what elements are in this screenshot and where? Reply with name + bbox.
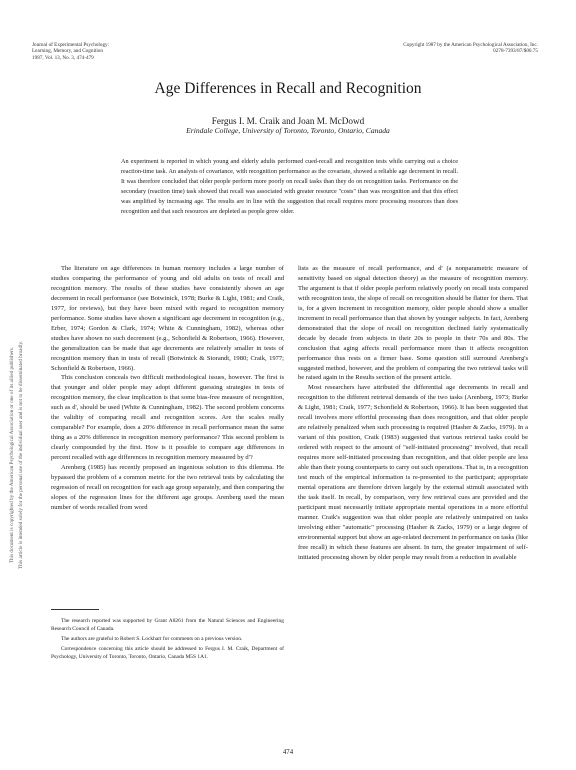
footnote-grant: The research reported was supported by Grant A8261 from the Natural Sciences and Engineering Research Council of Canada. <box>51 618 284 633</box>
article-authors: Fergus I. M. Craik and Joan M. McDowd <box>211 116 365 126</box>
footnote-acknowledgment: The authors are grateful to Robert S. Lockhart for comments on a previous version. <box>61 636 243 643</box>
journal-volume-line: 1987, Vol. 13, No. 3, 474-479 <box>32 54 94 61</box>
side-notice-line-1: This document is copyrighted by the American Psychological Association or one of its allied publishers. <box>9 346 15 564</box>
abstract: An experiment is reported in which young and elderly adults performed cued-recall and recognition tests while carrying out a choice reaction-time task. An analysis of covariance, with recognition performance as the covariate, showed a reliable age decrement in recall. It was therefore concluded that older people perform more poorly on recall tasks than they do on recognition tasks. Performance on the secondary (reaction time) task showed that recall was associated with greater resource "costs" than was recognition and that this effect was amplified by increasing age. The results are in line with the suggestion that recall requires more processing resources than does recognition and that such resources are depleted as people grow older. <box>121 158 458 215</box>
copyright-side-notice <box>8 240 34 670</box>
issn-line: 0278-7393/87/$00.75 <box>493 48 538 55</box>
body-paragraph: Arenberg (1985) has recently proposed an ingenious solution to this dilemma. He bypassed the problem of a common metric for the two retrieval tests by calculating the regression of recall on recognition for each age group separately, and then comparing the slopes of the regression lines for the different age groups. Arenberg used the mean number of words recalled from word <box>51 464 284 511</box>
author-affiliation: Erindale College, University of Toronto, Toronto, Ontario, Canada <box>186 126 390 135</box>
side-notice-line-2: This article is intended solely for the personal use of the individual user and is not to be disseminated broadly. <box>17 340 24 570</box>
body-paragraph: The literature on age differences in human memory includes a large number of studies comparing the performance of young and old adults on tests of recall and recognition memory. The results of these studies have consistently shown an age decrement in recall performance (see Botwinick, 1978; Burke & Light, 1981; and Craik, 1977, for reviews), but they have been mixed with regard to recognition memory performance. Some studies have shown a significant age decrement in recognition (e.g., Erber, 1974; Gordon & Clark, 1974; White & Cunningham, 1982), whereas other studies have shown no such decrement (e.g., Schonfield & Robertson, 1966). However, the generalization can be made that age decrements are relatively smaller in tests of recognition memory than in tests of recall (Botwinick & Storandt, 1980; Craik, 1977; Schonfield & Robertson, 1966). <box>51 265 284 372</box>
copyright-line: Copyright 1987 by the American Psychological Association, Inc. <box>403 42 538 48</box>
copyright-header <box>318 42 538 55</box>
body-paragraph: lists as the measure of recall performance, and d' (a nonparametric measure of sensitivity based on signal detection theory) as the measure of recognition memory. The argument is that if older people perform relatively poorly on recall tests compared with recognition tests, the slope of recall on recognition should be flatter for them. That is, for a given increment in recognition memory, older people should show a smaller increment in recall performance than that shown by younger subjects. In fact, Arenberg demonstrated that the slope of recall on recognition declined fairly systematically decade by decade from subjects in their 20s to people in their 70s and 80s. The conclusion that aging affects recall performance more than it affects recognition performance thus rests on a firmer base. Some question still surround Arenberg's suggested method, however, and the problem of comparing the two retrieval tasks will be raised again in the Results section of the present article. <box>298 265 528 382</box>
body-paragraph: This conclusion conceals two difficult methodological issues, however. The first is that younger and older people may adopt different guessing strategies in tests of recognition memory, the clear implication is that some bias-free measure of recognition, such as d', should be used (White & Cunningham, 1982). The second problem concerns the validity of comparing recall and recognition scores. Are the scales really comparable? For example, does a 20% difference in recall performance mean the same thing as a 20% difference in recognition memory performance? This second problem is clearly compounded by the first. How is it possible to compare age differences in percent recalled with age differences in recognition memory measured by d'? <box>51 374 284 462</box>
journal-name-line: Journal of Experimental Psychology: <box>32 42 110 48</box>
article-title: Age Differences in Recall and Recognition <box>154 80 422 97</box>
footnote-correspondence: Correspondence concerning this article should be addressed to Fergus I. M. Craik, Department of Psychology, University of Toronto, Toronto, Ontario, Canada M5S 1A1. <box>51 646 284 661</box>
footnote-divider <box>51 609 99 610</box>
footnotes <box>51 617 284 663</box>
page-number: 474 <box>282 749 294 756</box>
journal-header <box>32 42 232 61</box>
left-column <box>51 264 284 513</box>
body-paragraph: Most researchers have attributed the differential age decrements in recall and recognition to the different retrieval demands of the two tasks (Arenberg, 1973; Burke & Light, 1981; Craik, 1977; Schonfield & Robertson, 1966). It has been suggested that recall involves more effortful processing than does recognition, and that older people are relatively penalized when such processing is required (Hasher & Zacks, 1979). In a variant of this position, Craik (1983) suggested that various retrieval tasks could be ordered with respect to the amount of "self-initiated processing" involved, that recall requires more self-initiated processing than recognition, and that older people are less able than their young counterparts to carry out such operations. That is, in a recognition test much of the empirical information is re-presented to the participant; appropriate mental operations are therefore driven largely by the external stimuli associated with the task itself. In recall, by comparison, very few retrieval cues are provided and the participant must necessarily initiate appropriate mental operations in a more effortful manner. Craik's suggestion was that older people are relatively unimpaired on tasks involving either "automatic" processing (Hasher & Zacks, 1979) or a large degree of environmental support but show an age-related decrement in performance on tasks (like free recall) in which these features are absent. In turn, the greater impairment of self-initiated processing shown by older people may result from a reduction in available <box>298 384 528 561</box>
right-column <box>298 264 528 563</box>
journal-subtitle-line: Learning, Memory, and Cognition <box>32 48 103 55</box>
